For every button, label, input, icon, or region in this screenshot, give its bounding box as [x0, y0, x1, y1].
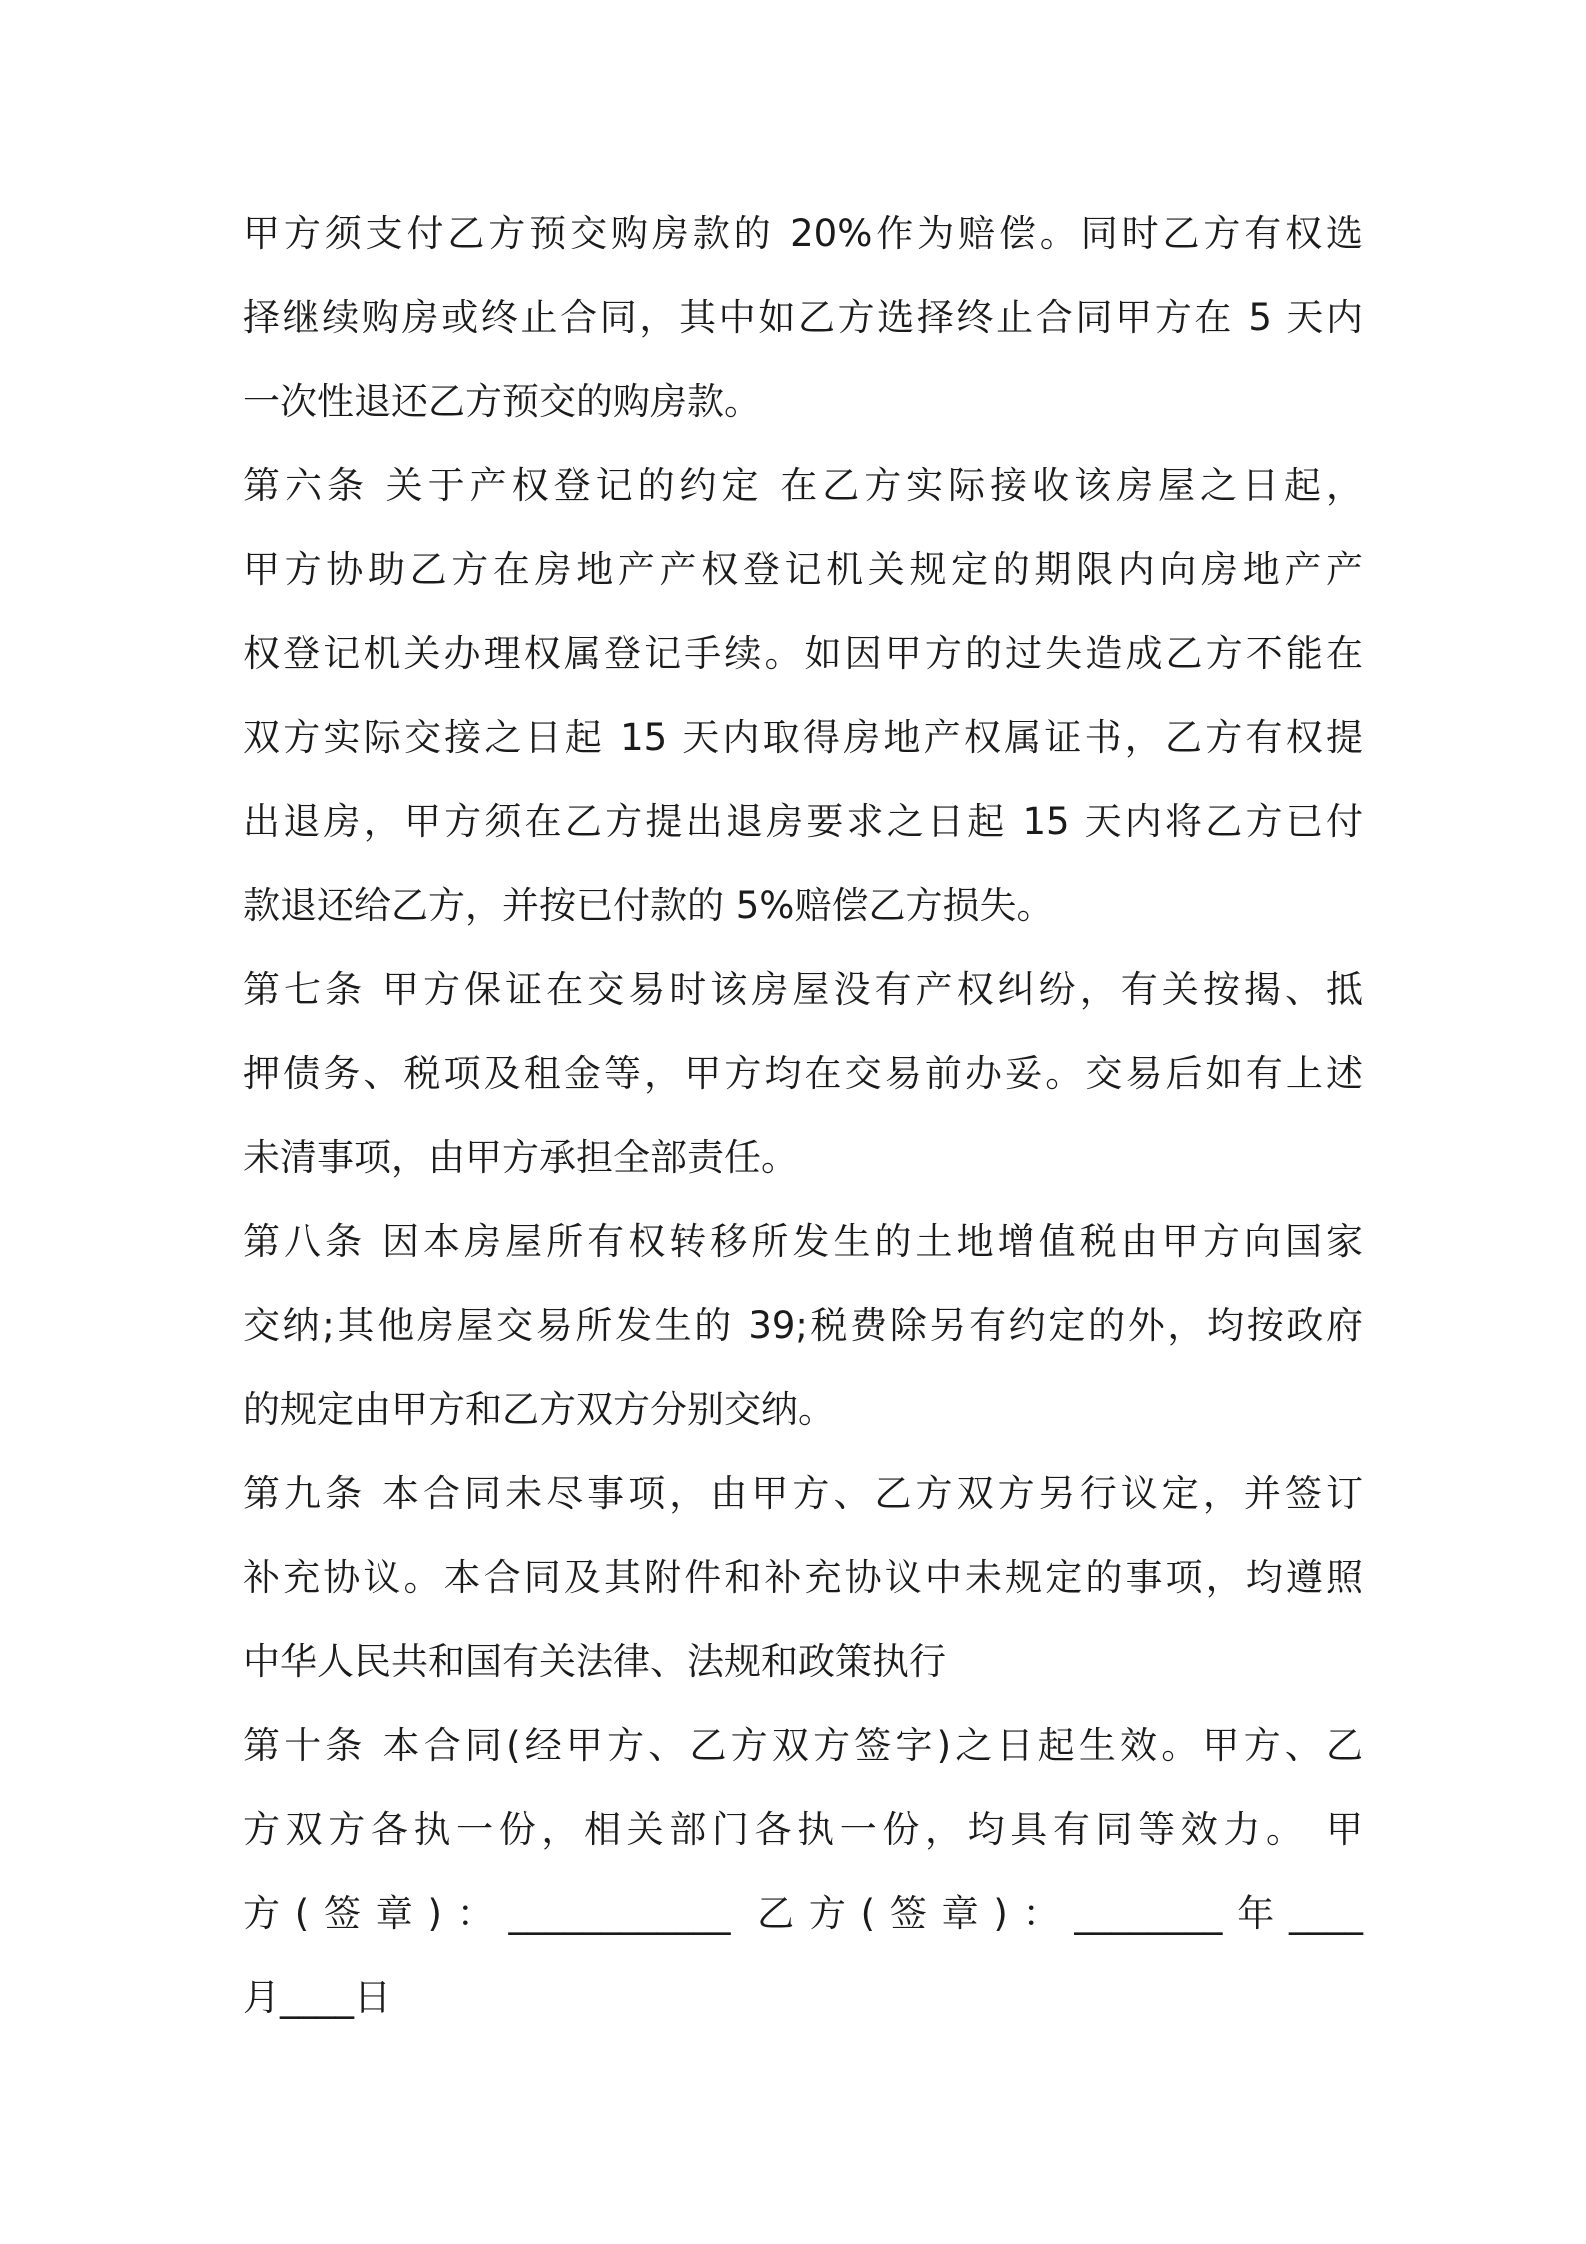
- text-line: 的规定由甲方和乙方双方分别交纳。: [243, 1388, 835, 1431]
- text-line: 方双方各执一份，相关部门各执一份，均具有同等效力。 甲: [243, 1808, 1363, 1851]
- article-8-line: 第八条 因本房屋所有权转移所发生的土地增值税由甲方向国家: [243, 1220, 1363, 1263]
- text-line: 甲方协助乙方在房地产产权登记机关规定的期限内向房地产产: [243, 548, 1363, 591]
- text-line: 出退房，甲方须在乙方提出退房要求之日起 15 天内将乙方已付: [243, 800, 1363, 843]
- article-7-line: 第七条 甲方保证在交易时该房屋没有产权纠纷，有关按揭、抵: [243, 968, 1363, 1011]
- text-line: 一次性退还乙方预交的购房款。: [243, 380, 761, 423]
- text-line: 择继续购房或终止合同，其中如乙方选择终止合同甲方在 5 天内: [243, 296, 1363, 339]
- article-9-line: 第九条 本合同未尽事项，由甲方、乙方双方另行议定，并签订: [243, 1472, 1363, 1515]
- text-line: 补充协议。本合同及其附件和补充协议中未规定的事项，均遵照: [243, 1556, 1363, 1599]
- text-line: 交纳;其他房屋交易所发生的 39;税费除另有约定的外，均按政府: [243, 1304, 1363, 1347]
- text-line: 款退还给乙方，并按已付款的 5%赔偿乙方损失。: [243, 884, 1054, 927]
- contract-body: [243, 192, 1363, 2040]
- article-6-heading-line: 第六条 关于产权登记的约定 在乙方实际接收该房屋之日起，: [243, 464, 1363, 507]
- text-line: 双方实际交接之日起 15 天内取得房地产权属证书，乙方有权提: [243, 716, 1363, 759]
- signature-line: 方(签章)：____________ 乙方(签章)：________年____: [243, 1892, 1363, 1935]
- text-line: 权登记机关办理权属登记手续。如因甲方的过失造成乙方不能在: [243, 632, 1363, 675]
- text-line: 甲方须支付乙方预交购房款的 20%作为赔偿。同时乙方有权选: [243, 212, 1363, 255]
- article-10-line: 第十条 本合同(经甲方、乙方双方签字)之日起生效。甲方、乙: [243, 1724, 1363, 1767]
- date-line: 月____日: [243, 1976, 391, 2019]
- text-line: 未清事项，由甲方承担全部责任。: [243, 1136, 798, 1179]
- text-line: 押债务、税项及租金等，甲方均在交易前办妥。交易后如有上述: [243, 1052, 1363, 1095]
- text-line: 中华人民共和国有关法律、法规和政策执行: [243, 1640, 946, 1683]
